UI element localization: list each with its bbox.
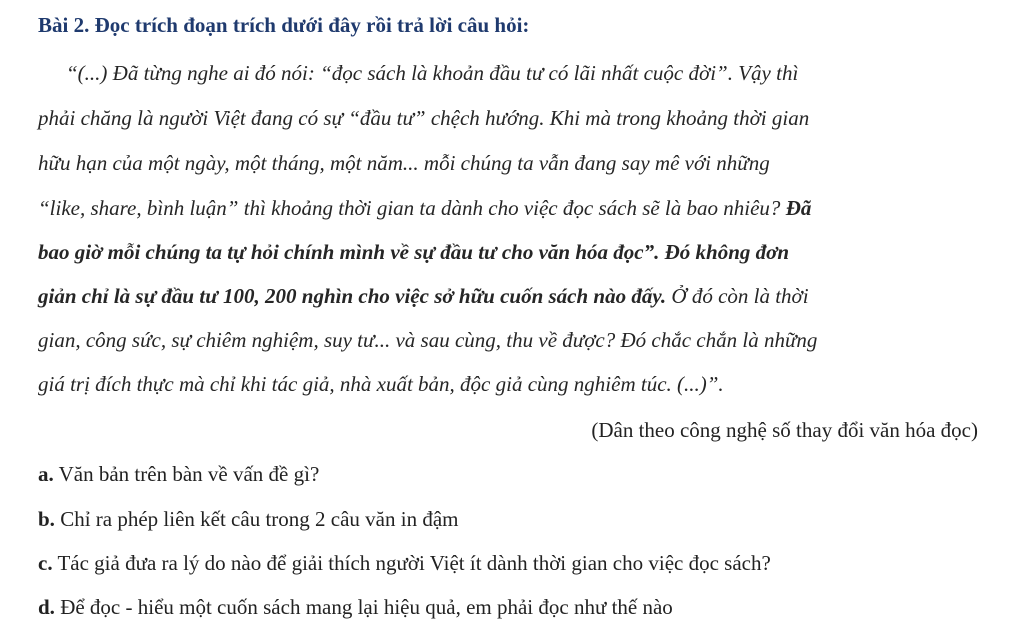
- question-b-text: Chỉ ra phép liên kết câu trong 2 câu văn in đậm: [54, 507, 459, 531]
- question-a: [38, 462, 319, 487]
- question-a-text: Văn bản trên bàn về vấn đề gì?: [53, 462, 320, 486]
- passage-line-6-regular: Ở đó còn là thời: [666, 284, 809, 308]
- passage-line-6: [38, 284, 809, 309]
- question-d-letter: d.: [38, 595, 55, 619]
- passage-line-4: [38, 196, 811, 221]
- passage-line-5: bao giờ mỗi chúng ta tự hỏi chính mình về sự đầu tư cho văn hóa đọc”. Đó không đơn: [38, 240, 790, 264]
- passage-line-3: hữu hạn của một ngày, một tháng, một năm... mỗi chúng ta vẫn đang say mê với những: [38, 151, 770, 175]
- question-a-letter: a.: [38, 462, 54, 486]
- question-c-text: Tác giả đưa ra lý do nào để giải thích người Việt ít dành thời gian cho việc đọc sách?: [52, 551, 771, 575]
- passage-line-2: phải chăng là người Việt đang có sự “đầu tư” chệch hướng. Khi mà trong khoảng thời gian: [38, 106, 810, 130]
- question-d: [38, 595, 673, 620]
- passage-line-4-regular: “like, share, bình luận” thì khoảng thời gian ta dành cho việc đọc sách sẽ là bao nhiêu?: [38, 196, 786, 220]
- passage-line-4-bold: Đã: [785, 196, 812, 220]
- question-c-letter: c.: [38, 551, 53, 575]
- question-b: [38, 507, 458, 532]
- passage-line-6-bold: giản chỉ là sự đầu tư 100, 200 nghìn cho việc sở hữu cuốn sách nào đấy.: [38, 284, 667, 308]
- passage-line-7: gian, công sức, sự chiêm nghiệm, suy tư... và sau cùng, thu về được? Đó chắc chắn là những: [38, 328, 818, 352]
- exercise-title: Bài 2. Đọc trích đoạn trích dưới đây rồi trả lời câu hỏi:: [38, 13, 530, 37]
- question-c: [38, 551, 771, 576]
- question-d-text: Để đọc - hiểu một cuốn sách mang lại hiệu quả, em phải đọc như thế nào: [54, 595, 673, 619]
- passage-line-1: “(...) Đã từng nghe ai đó nói: “đọc sách là khoản đầu tư có lãi nhất cuộc đời”. Vậy thì: [66, 61, 799, 85]
- source-citation: (Dân theo công nghệ số thay đổi văn hóa đọc): [591, 418, 978, 442]
- question-b-letter: b.: [38, 507, 55, 531]
- passage-line-8: giá trị đích thực mà chỉ khi tác giả, nhà xuất bản, độc giả cùng nghiêm túc. (...)”.: [38, 372, 724, 396]
